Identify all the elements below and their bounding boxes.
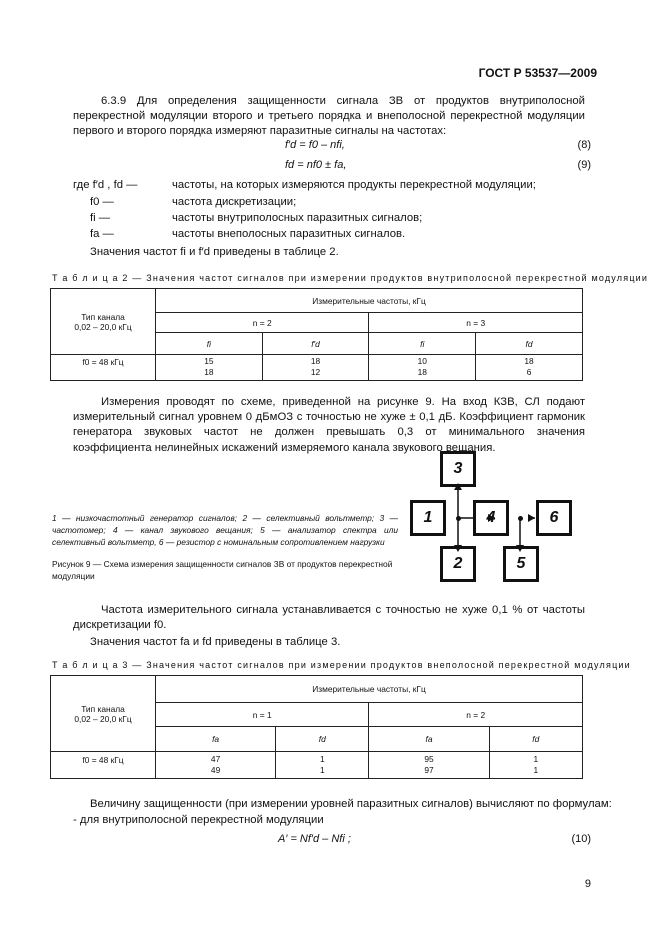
table2-col2: f′d — [262, 333, 369, 355]
where-text-1: частоты, на которых измеряются продукты перекрестной модуляции; — [172, 179, 536, 191]
where-symbol-3: fi — — [90, 212, 111, 224]
table2-row-label: f0 = 48 кГц — [51, 355, 156, 381]
formula-10-number: (10) — [571, 833, 591, 845]
table2-n1: n = 2 — [156, 313, 369, 333]
where-text-2: частота дискретизации; — [172, 196, 297, 208]
table2-col4: fd — [476, 333, 583, 355]
formula-8: f′d = f0 – nfi, — [285, 139, 345, 151]
arrow-right-icon — [528, 514, 535, 522]
table2-caption: Т а б л и ц а 2 — Значения частот сигналов при измерении продуктов внутриполосной перекрестной модуляции — [52, 273, 649, 283]
table3-caption: Т а б л и ц а 3 — Значения частот сигналов при измерении продуктов внеполосной перекрестной модуляции — [52, 660, 631, 670]
block-6-resistor: 6 — [536, 500, 572, 536]
table3-col1: fa — [156, 727, 276, 752]
block-2-voltmeter: 2 — [440, 546, 476, 582]
table3 — [50, 675, 583, 779]
table3-cell: 95 97 — [369, 752, 489, 779]
table2-cell: 18 6 — [476, 355, 583, 381]
page-number: 9 — [584, 878, 591, 890]
table2-channel-range: 0,02 – 20,0 кГц — [74, 321, 132, 332]
where-text-3: частоты внутриполосных паразитных сигналов; — [172, 212, 423, 224]
table2-col3: fi — [369, 333, 476, 355]
table2-cell: 10 18 — [369, 355, 476, 381]
where-symbol-4: fa — — [90, 228, 114, 240]
table3-cell: 47 49 — [156, 752, 276, 779]
table2-reference: Значения частот fi и f′d приведены в таблице 2. — [90, 246, 339, 258]
table3-row-label: f0 = 48 кГц — [51, 752, 156, 779]
table2-cell: 18 12 — [262, 355, 369, 381]
table2-channel-type: Тип канала — [81, 311, 125, 322]
section-intro: 6.3.9 Для определения защищенности сигнала ЗВ от продуктов внутриполосной перекрестной модуляции второго и третьего порядка и внеполосной перекрестной модуляции первого и второго порядка измеряют паразитные сигналы на частотах: — [73, 95, 585, 138]
figure-caption: Рисунок 9 — Схема измерения защищенности сигналов ЗВ от продуктов перекрестной модуляции — [52, 559, 393, 581]
table3-col3: fa — [369, 727, 489, 752]
junction-dot — [456, 516, 461, 521]
block-1-generator: 1 — [410, 500, 446, 536]
where-text-4: частоты внеполосных паразитных сигналов. — [172, 228, 406, 240]
table3-n1: n = 1 — [156, 703, 369, 727]
closing-paragraph: Величину защищенности (при измерении уровней паразитных сигналов) вычисляют по формулам: — [90, 798, 612, 810]
table3-channel-range: 0,02 – 20,0 кГц — [74, 713, 132, 724]
table3-channel-type: Тип канала — [81, 703, 125, 714]
table3-col4: fd — [489, 727, 582, 752]
formula-8-number: (8) — [577, 139, 591, 151]
table2-meas-header: Измерительные частоты, кГц — [156, 289, 583, 313]
measurement-paragraph: Измерения проводят по схеме, приведенной на рисунке 9. На вход КЗВ, СЛ подают измерительный сигнал уровнем 0 дБмОЗ с точностью не хуже ± 0,1 дБ. Коэффициент гармоник генератора звуковых частот не должен превышать 0,3 от минимального значения коэффициента нелинейных искажений измеряемого канала звукового вещания. — [73, 396, 585, 454]
accuracy-paragraph: Частота измерительного сигнала устанавливается с точностью не хуже 0,1 % от частоты дискретизации f0. — [73, 604, 585, 632]
table3-meas-header: Измерительные частоты, кГц — [156, 676, 583, 703]
figure-legend: 1 — низкочастотный генератор сигналов; 2 — селективный вольтметр; 3 — частотомер; 4 — канал звукового вещания; 5 — анализатор спектра или селективный вольтметр, 6 — резистор с номинальным сопротивлением нагрузки — [52, 513, 398, 547]
table3-cell: 1 1 — [489, 752, 582, 779]
closing-item: - для внутриполосной перекрестной модуляции — [73, 814, 324, 826]
table2-channel-header — [51, 289, 156, 355]
table2-n2: n = 3 — [369, 313, 583, 333]
formula-9-number: (9) — [577, 159, 591, 171]
table3-channel-header — [51, 676, 156, 752]
block-4-audio-channel: 4 — [473, 500, 509, 536]
table3-col2: fd — [276, 727, 369, 752]
table3-n2: n = 2 — [369, 703, 583, 727]
table3-reference: Значения частот fa и fd приведены в таблице 3. — [90, 636, 341, 648]
formula-10: A′ = Nf′d – Nfi ; — [278, 833, 351, 845]
formula-9: fd = nf0 ± fa, — [285, 159, 347, 171]
block-3-frequency-meter: 3 — [440, 451, 476, 487]
table3-cell: 1 1 — [276, 752, 369, 779]
block-5-spectrum-analyzer: 5 — [503, 546, 539, 582]
table2 — [50, 288, 583, 381]
table2-col1: fi — [156, 333, 263, 355]
document-code: ГОСТ Р 53537—2009 — [478, 66, 597, 80]
where-symbol-2: f0 — — [90, 196, 114, 208]
where-symbol-1: где f′d , fd — — [73, 179, 138, 191]
junction-dot — [518, 516, 523, 521]
table2-cell: 15 18 — [156, 355, 263, 381]
